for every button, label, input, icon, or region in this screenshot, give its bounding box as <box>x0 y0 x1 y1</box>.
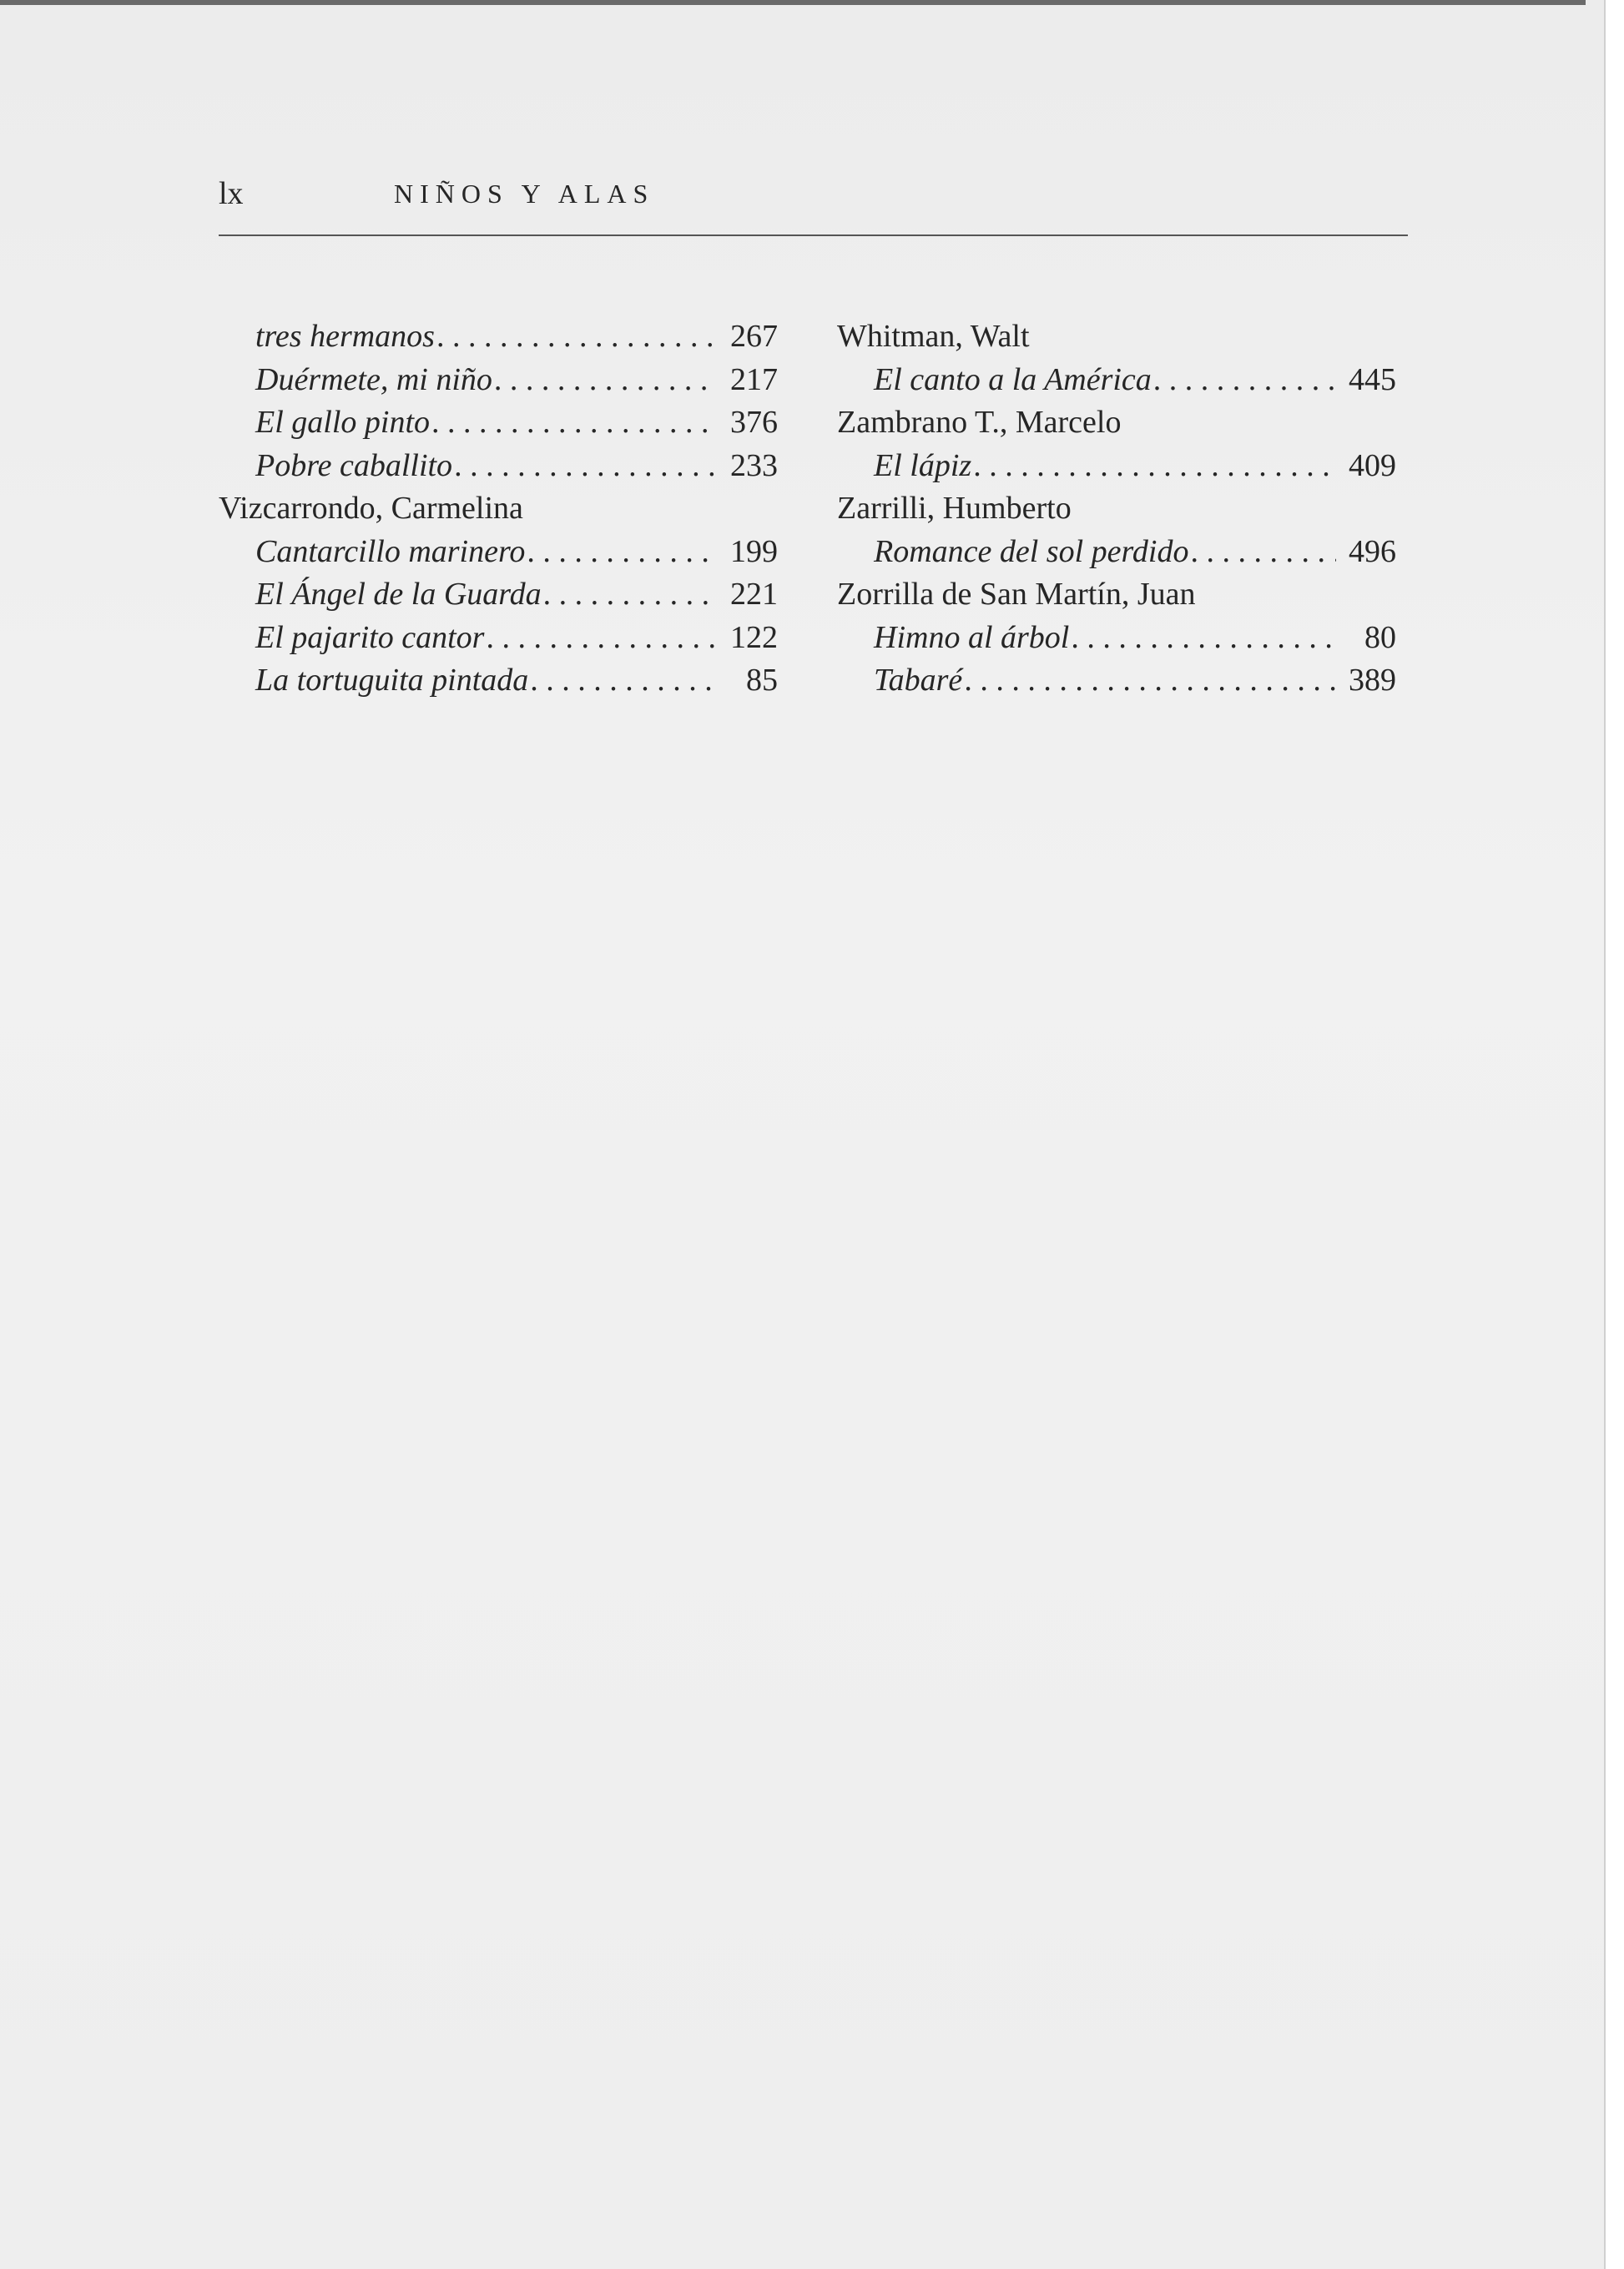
entry-page-number: 233 <box>730 447 778 483</box>
index-author: Zorrilla de San Martín, Juan <box>837 577 1196 612</box>
dot-leader <box>527 531 718 574</box>
entry-page-number: 80 <box>1364 619 1396 655</box>
index-entry <box>219 401 778 445</box>
entry-title: El canto a la América <box>874 361 1152 397</box>
entry-page-number: 409 <box>1349 447 1396 483</box>
entry-title: Romance del sol perdido <box>874 533 1189 569</box>
dot-leader <box>1190 531 1336 574</box>
entry-page-number: 217 <box>730 361 778 397</box>
dot-leader <box>431 401 718 445</box>
dot-leader <box>1071 617 1336 660</box>
entry-page-number: 85 <box>746 663 778 698</box>
dot-leader <box>964 659 1336 703</box>
entry-title: La tortuguita pintada <box>255 663 529 698</box>
entry-title: Pobre caballito <box>255 447 453 483</box>
index-entry <box>837 359 1396 402</box>
index-entry <box>837 445 1396 488</box>
index-entry <box>219 315 778 359</box>
index-entry <box>837 531 1396 574</box>
entry-page-number: 389 <box>1349 663 1396 698</box>
dot-leader <box>486 617 718 660</box>
index-entry <box>219 531 778 574</box>
entry-title: El lápiz <box>874 447 972 483</box>
entry-title: El pajarito cantor <box>255 619 485 655</box>
dot-leader <box>494 359 718 402</box>
entry-title: Duérmete, mi niño <box>255 361 492 397</box>
entry-page-number: 496 <box>1349 533 1396 569</box>
index-entry <box>837 617 1396 660</box>
page-header <box>219 175 1408 229</box>
dot-leader <box>436 315 718 359</box>
index-entry <box>219 359 778 402</box>
entry-title: Cantarcillo marinero <box>255 533 526 569</box>
index-entry <box>837 659 1396 703</box>
dot-leader <box>530 659 718 703</box>
entry-title: Himno al árbol <box>874 619 1070 655</box>
index-column-left <box>219 315 778 703</box>
index-author: Vizcarrondo, Carmelina <box>219 491 523 526</box>
entry-page-number: 122 <box>730 619 778 655</box>
entry-title: El gallo pinto <box>255 405 430 440</box>
index-author: Zarrilli, Humberto <box>837 491 1072 526</box>
page-folio: lx <box>219 176 244 211</box>
page-right-edge <box>1604 0 1624 2269</box>
entry-page-number: 199 <box>730 533 778 569</box>
running-title: NIÑOS Y ALAS <box>394 179 655 209</box>
entry-page-number: 376 <box>730 405 778 440</box>
dot-leader <box>973 445 1336 488</box>
entry-page-number: 221 <box>730 577 778 612</box>
index-author: Whitman, Walt <box>837 319 1030 354</box>
index-entry <box>219 573 778 617</box>
header-rule <box>219 234 1408 236</box>
entry-title: El Ángel de la Guarda <box>255 577 542 612</box>
index-entry <box>219 445 778 488</box>
index-author: Zambrano T., Marcelo <box>837 405 1122 440</box>
page-top-edge <box>0 0 1586 5</box>
dot-leader <box>1153 359 1336 402</box>
dot-leader <box>454 445 718 488</box>
index-entry <box>219 617 778 660</box>
entry-title: tres hermanos <box>255 319 435 354</box>
index-entry <box>219 659 778 703</box>
index-column-right <box>837 315 1396 703</box>
entry-page-number: 267 <box>730 319 778 354</box>
entry-title: Tabaré <box>874 663 963 698</box>
dot-leader <box>543 573 718 617</box>
entry-page-number: 445 <box>1349 361 1396 397</box>
